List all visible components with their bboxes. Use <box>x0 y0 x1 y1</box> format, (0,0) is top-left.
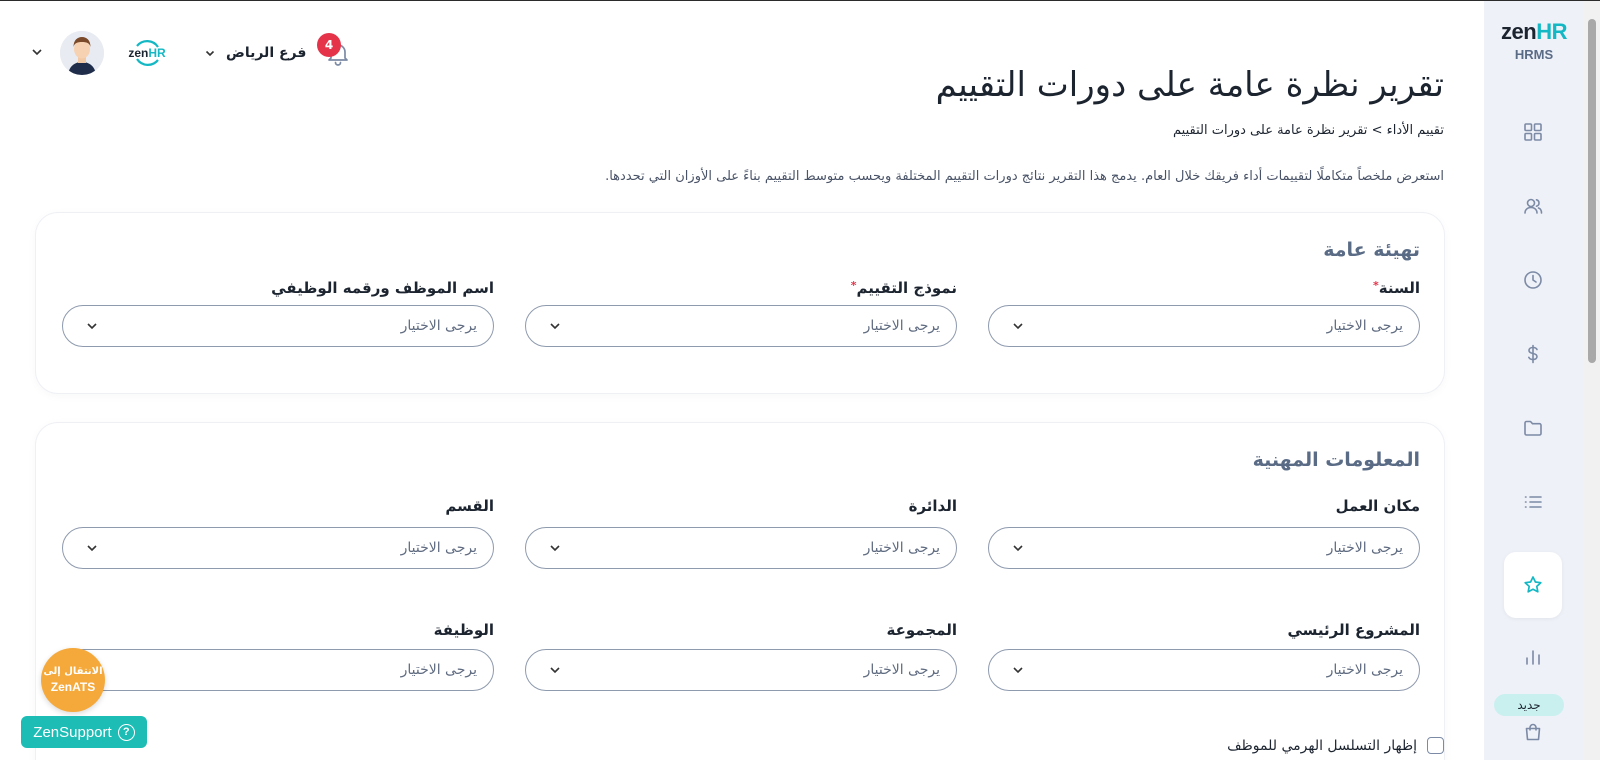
employee-name-label: اسم الموظف ورقمه الوظيفي <box>271 279 494 297</box>
brand-logo: zenHR <box>1501 19 1567 44</box>
sidebar-item-marketplace[interactable] <box>1504 699 1562 760</box>
brand[interactable] <box>1484 19 1584 62</box>
general-settings-card <box>36 213 1444 393</box>
year-select[interactable]: يرجى الاختيار <box>988 305 1420 347</box>
branch-label: فرع الرياض <box>226 45 307 61</box>
chevron-down-icon <box>1011 663 1025 677</box>
star-icon <box>1522 574 1544 596</box>
go-to-zenats-button[interactable]: الانتقال إلى ZenATS <box>41 648 105 712</box>
company-logo: zenHR <box>122 37 172 69</box>
evaluation-template-label: نموذج التقييم* <box>850 279 957 297</box>
general-settings-title: تهيئة عامة <box>1323 239 1420 261</box>
year-label: السنة* <box>1372 279 1420 297</box>
sidebar-item-performance[interactable] <box>1504 552 1562 618</box>
professional-info-title: المعلومات المهنية <box>1252 449 1420 471</box>
shopping-bag-icon <box>1522 721 1544 743</box>
breadcrumb-current: تقرير نظرة عامة على دورات التقييم <box>1173 123 1368 138</box>
sidebar-item-employees[interactable] <box>1504 173 1562 239</box>
page-scrollbar[interactable] <box>1584 1 1600 760</box>
folder-icon <box>1522 417 1544 439</box>
show-hierarchy-label: إظهار التسلسل الهرمي للموظف <box>1227 737 1417 754</box>
clock-icon <box>1522 269 1544 291</box>
page-title: تقرير نظرة عامة على دورات التقييم <box>935 65 1444 105</box>
user-menu-chevron-icon[interactable] <box>30 45 44 59</box>
scrollbar-thumb[interactable] <box>1588 19 1596 363</box>
zensupport-button[interactable]: ZenSupport ? <box>21 716 147 748</box>
new-badge: جديد <box>1494 694 1564 716</box>
main-project-label: المشروع الرئيسي <box>1287 621 1420 639</box>
sidebar-item-requests[interactable] <box>1504 469 1562 535</box>
chevron-down-icon <box>548 663 562 677</box>
chevron-down-icon <box>85 319 99 333</box>
sidebar-item-dashboard[interactable] <box>1504 99 1562 165</box>
chevron-down-icon <box>1011 319 1025 333</box>
dashboard-grid-icon <box>1522 121 1544 143</box>
show-hierarchy-checkbox[interactable] <box>1427 737 1444 754</box>
sidebar-item-attendance[interactable] <box>1504 247 1562 313</box>
sidebar-item-documents[interactable] <box>1504 395 1562 461</box>
chevron-down-icon <box>204 47 216 59</box>
sidebar-item-reports[interactable] <box>1504 624 1562 690</box>
show-hierarchy-option[interactable] <box>1227 737 1444 754</box>
chevron-down-icon <box>548 541 562 555</box>
brand-subtitle: HRMS <box>1514 47 1554 62</box>
workplace-label: مكان العمل <box>1335 497 1420 515</box>
sidebar <box>1484 1 1584 760</box>
help-icon: ? <box>118 724 135 741</box>
chevron-down-icon <box>85 541 99 555</box>
notification-count-badge: 4 <box>317 33 341 57</box>
group-label: المجموعة <box>886 621 957 639</box>
department-label: الدائرة <box>908 497 957 515</box>
professional-info-card <box>36 423 1444 760</box>
group-select[interactable]: يرجى الاختيار <box>525 649 957 691</box>
dollar-icon <box>1522 343 1544 365</box>
employee-name-select[interactable]: يرجى الاختيار <box>62 305 494 347</box>
list-icon <box>1522 491 1544 513</box>
sidebar-item-payroll[interactable] <box>1504 321 1562 387</box>
breadcrumb-parent-link[interactable]: تقييم الأداء <box>1386 123 1444 138</box>
section-select[interactable]: يرجى الاختيار <box>62 527 494 569</box>
bar-chart-icon <box>1522 646 1544 668</box>
department-select[interactable]: يرجى الاختيار <box>525 527 957 569</box>
section-label: القسم <box>445 497 494 515</box>
chevron-down-icon <box>1011 541 1025 555</box>
page-description: استعرض ملخصاً متكاملًا لتقييمات أداء فريقك خلال العام. يدمج هذا التقرير نتائج دورات التقييم المختلفة ويحسب متوسط التقييم بناءً على الأوزان التي تحددها. <box>605 169 1444 184</box>
main-content <box>0 1 1484 760</box>
breadcrumb <box>844 123 1444 138</box>
evaluation-template-select[interactable]: يرجى الاختيار <box>525 305 957 347</box>
main-project-select[interactable]: يرجى الاختيار <box>988 649 1420 691</box>
job-label: الوظيفة <box>433 621 494 639</box>
workplace-select[interactable]: يرجى الاختيار <box>988 527 1420 569</box>
branch-selector[interactable] <box>204 41 306 65</box>
chevron-down-icon <box>548 319 562 333</box>
job-select[interactable]: يرجى الاختيار <box>62 649 494 691</box>
avatar[interactable] <box>60 31 104 75</box>
users-icon <box>1522 195 1544 217</box>
breadcrumb-separator: > <box>1371 123 1383 138</box>
